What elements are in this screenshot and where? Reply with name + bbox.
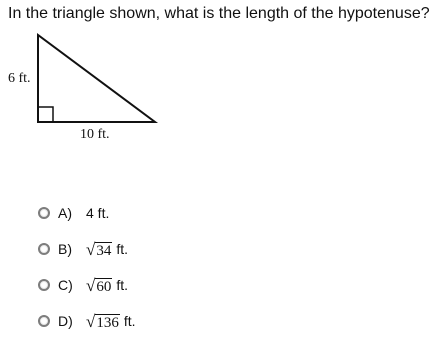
option-text-a: 4 ft.	[86, 205, 110, 221]
option-value-d	[86, 312, 136, 331]
question-text: In the triangle shown, what is the length of the hypotenuse?	[8, 5, 430, 22]
option-value-c	[86, 276, 128, 295]
option-value-a	[86, 205, 109, 221]
radicand-b: 34	[96, 242, 112, 259]
square-root-c	[86, 276, 112, 295]
radio-button-c[interactable]	[38, 279, 50, 291]
right-angle-marker	[38, 107, 53, 122]
option-value-b	[86, 240, 128, 259]
unit-d: ft.	[123, 313, 136, 329]
horizontal-leg-label: 10 ft.	[80, 127, 110, 142]
square-root-b	[86, 240, 112, 259]
radio-button-d[interactable]	[38, 315, 50, 327]
option-letter-a: A)	[58, 205, 72, 221]
radicand-d: 136	[96, 314, 119, 331]
radical-sign-icon: √	[86, 239, 96, 259]
option-letter-d: D)	[58, 313, 73, 329]
answer-option-c[interactable]	[38, 274, 128, 296]
unit-b: ft.	[116, 241, 129, 257]
option-letter-c: C)	[58, 277, 73, 293]
square-root-d	[86, 312, 120, 331]
answer-option-d[interactable]	[38, 310, 136, 332]
radio-button-b[interactable]	[38, 243, 50, 255]
radical-sign-icon: √	[86, 275, 96, 295]
triangle-shape	[38, 35, 155, 122]
radio-button-a[interactable]	[38, 207, 50, 219]
answer-option-b[interactable]	[38, 238, 128, 260]
answer-option-a[interactable]	[38, 202, 109, 224]
unit-c: ft.	[116, 277, 129, 293]
vertical-leg-label: 6 ft.	[8, 71, 31, 86]
radical-sign-icon: √	[86, 311, 96, 331]
option-letter-b: B)	[58, 241, 72, 257]
radicand-c: 60	[96, 278, 112, 295]
